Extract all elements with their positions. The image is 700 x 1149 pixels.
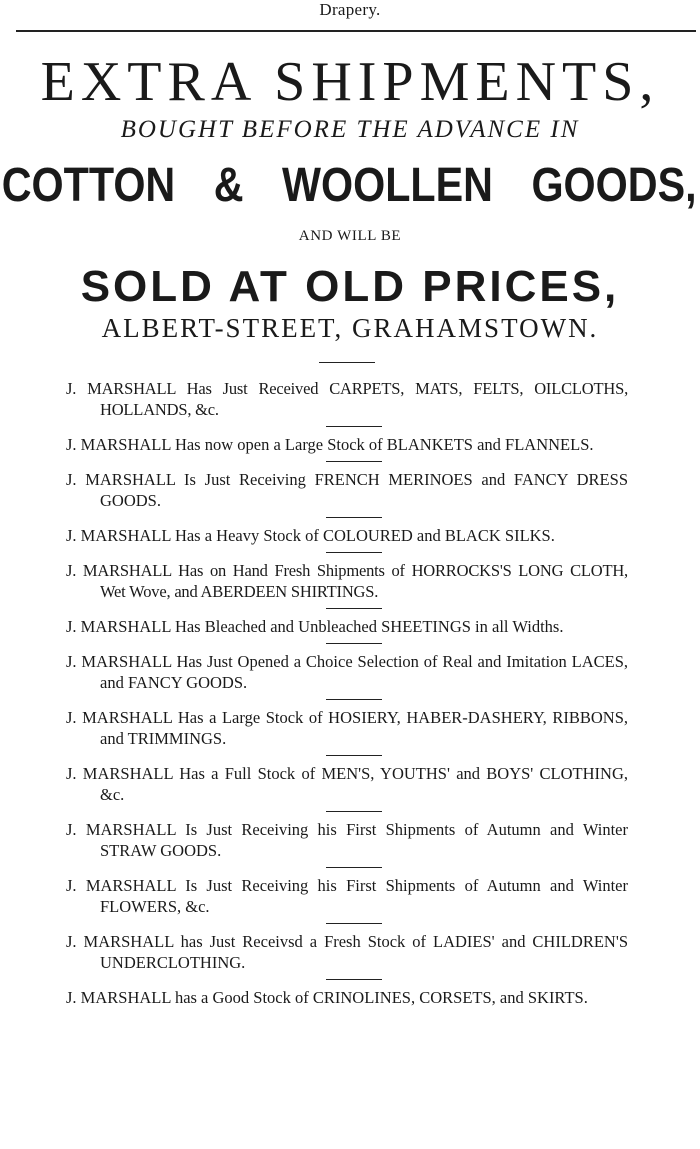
divider-rule (326, 517, 382, 518)
divider-rule (326, 755, 382, 756)
list-item: J. MARSHALL Is Just Receiving his First Shipments of Autumn and Winter STRAW GOODS. (66, 820, 628, 860)
divider-rule (326, 923, 382, 924)
goods-word-cotton: COTTON (1, 159, 176, 212)
headline: EXTRA SHIPMENTS, (40, 51, 660, 113)
list-item: J. MARSHALL has Just Receivsd a Fresh Stock of LADIES' and CHILDREN'S UNDERCLOTHING. (66, 932, 628, 972)
list-item: J. MARSHALL has a Good Stock of CRINOLINES, CORSETS, and SKIRTS. (66, 988, 588, 1007)
top-rule (16, 30, 696, 32)
item-list (60, 378, 628, 1008)
divider-rule (326, 552, 382, 553)
divider-rule (326, 979, 382, 980)
goods-line (0, 160, 700, 212)
list-item: J. MARSHALL Has a Large Stock of HOSIERY, HABER-DASHERY, RIBBONS, and TRIMMINGS. (66, 708, 628, 748)
address-line: ALBERT-STREET, GRAHAMSTOWN. (101, 313, 599, 343)
subheadline: BOUGHT BEFORE THE ADVANCE IN (120, 116, 580, 143)
divider-rule (326, 811, 382, 812)
list-item: J. MARSHALL Has now open a Large Stock of BLANKETS and FLANNELS. (66, 435, 594, 454)
divider-rule (326, 867, 382, 868)
divider-rule (326, 608, 382, 609)
divider-rule (326, 426, 382, 427)
list-item: J. MARSHALL Is Just Receiving FRENCH MERINOES and FANCY DRESS GOODS. (66, 470, 628, 510)
list-item: J. MARSHALL Has Just Received CARPETS, MATS, FELTS, OILCLOTHS, HOLLANDS, &c. (66, 379, 628, 419)
divider-rule (326, 461, 382, 462)
section-label: Drapery. (319, 0, 381, 19)
divider-rule (319, 362, 375, 363)
goods-word-woollen: WOOLLEN (282, 159, 493, 212)
list-item: J. MARSHALL Has a Full Stock of MEN'S, YOUTHS' and BOYS' CLOTHING, &c. (66, 764, 628, 804)
list-item: J. MARSHALL Has a Heavy Stock of COLOURED and BLACK SILKS. (66, 526, 555, 545)
goods-word-ampersand: & (213, 159, 244, 212)
list-item: J. MARSHALL Has on Hand Fresh Shipments of HORROCKS'S LONG CLOTH, Wet Wove, and ABERDEEN SHIRTINGS. (66, 561, 628, 601)
goods-word-goods: GOODS, (531, 159, 697, 212)
list-item: J. MARSHALL Has Bleached and Unbleached SHEETINGS in all Widths. (66, 617, 564, 636)
divider-rule (326, 699, 382, 700)
list-item: J. MARSHALL Is Just Receiving his First Shipments of Autumn and Winter FLOWERS, &c. (66, 876, 628, 916)
divider-rule (326, 643, 382, 644)
sold-line: SOLD AT OLD PRICES, (80, 262, 620, 311)
list-item: J. MARSHALL Has Just Opened a Choice Selection of Real and Imitation LACES, and FANCY GOODS. (66, 652, 628, 692)
and-will-be: AND WILL BE (298, 228, 402, 244)
